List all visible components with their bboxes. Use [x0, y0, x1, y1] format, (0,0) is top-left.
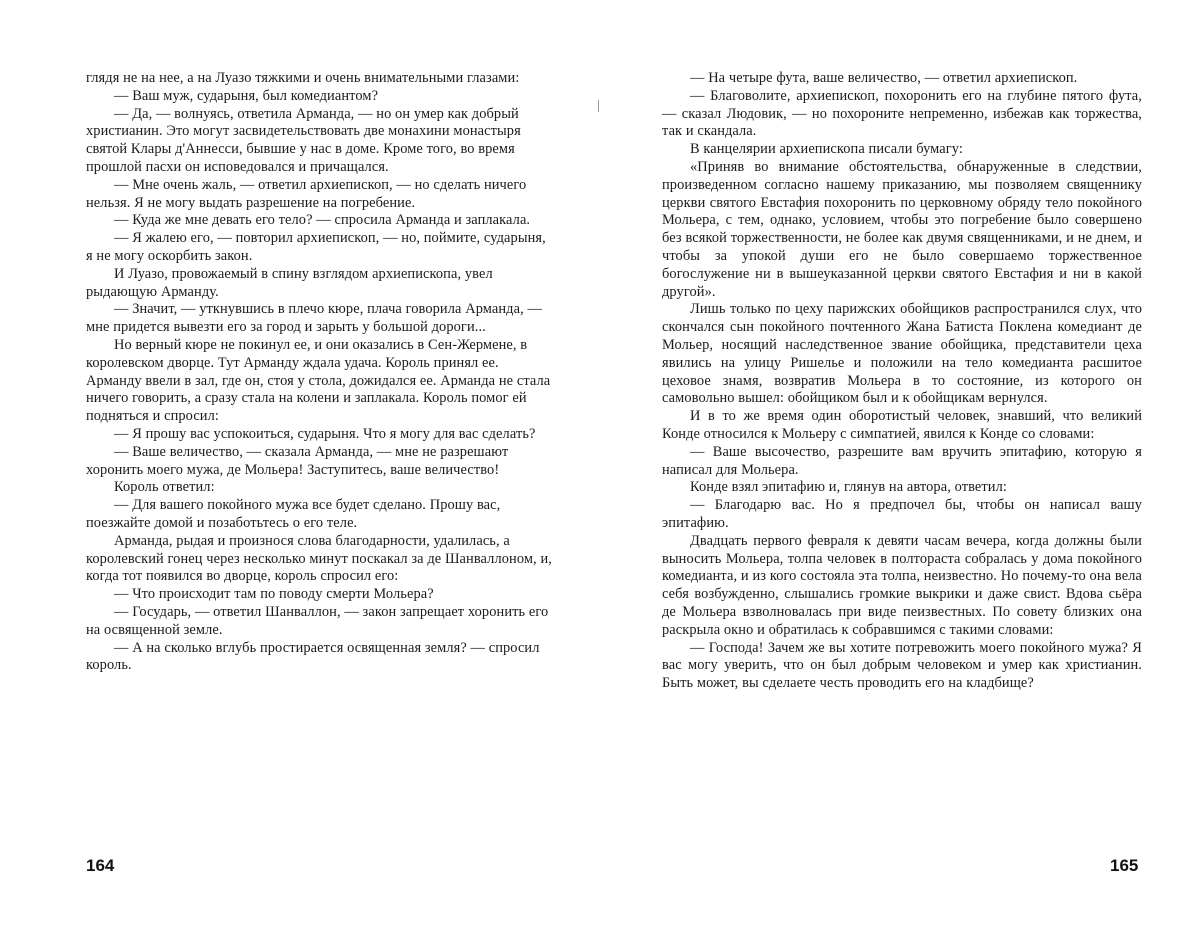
paragraph: глядя не на нее, а на Луазо тяжкими и очень внимательными глазами:	[86, 70, 554, 88]
paragraph: — Я прошу вас успокоиться, сударыня. Что я могу для вас сделать?	[86, 426, 554, 444]
paragraph: Двадцать первого февраля к девяти часам вечера, когда должны были выносить Мольера, толпа человек в полтораста собралась у дома покойного комедианта, и из кого состояла эта толпа, неизвестно. Но почему-то она вела себя возбужденно, слышались громкие выкрики и даже свист. Вдова сьёра де Мольера взволновалась при виде пеизвестных. По совету близких она раскрыла окно и обратилась к собравшимся с такими словами:	[662, 533, 1142, 640]
paragraph: — Ваше высочество, разрешите вам вручить эпитафию, которую я написал для Мольера.	[662, 444, 1142, 480]
paragraph: Лишь только по цеху парижских обойщиков распространился слух, что скончался сын покойного почтенного Жана Батиста Поклена комедиант де Мольер, носящий наследственное звание обойщика, представители цеха явились на улицу Ришелье и положили на тело комедианта расшитое цеховое знамя, возвратив Мольера в то состояние, из которого он самовольно вышел: обойщиком был и к обойщикам вернулся.	[662, 301, 1142, 408]
paragraph: «Приняв во внимание обстоятельства, обнаруженные в следствии, произведенном согласно нашему приказанию, мы позволяем священнику церкви святого Евстафия похоронить по церковному обряду тело покойного Мольера, с тем, однако, условием, чтобы это погребение было совершено без всякой торжественности, не более как двумя священниками, и не днем, и чтобы за упокой души его не было совершаемо торжественное богослужение ни в вышеуказанной церкви святого Евстафия и ни в какой другой».	[662, 159, 1142, 301]
right-page-text	[662, 70, 1142, 693]
paragraph: — Значит, — уткнувшись в плечо кюре, плача говорила Арманда, — мне придется вывезти его за город и зарыть у большой дороги...	[86, 301, 554, 337]
paragraph: — Что происходит там по поводу смерти Мольера?	[86, 586, 554, 604]
paragraph: — На четыре фута, ваше величество, — ответил архиепископ.	[662, 70, 1142, 88]
paragraph: — Благоволите, архиепископ, похоронить его на глубине пятого фута, — сказал Людовик, — но похороните непременно, избежав как торжества, так и скандала.	[662, 88, 1142, 141]
paragraph: И в то же время один оборотистый человек, знавший, что великий Конде относился к Мольеру с симпатией, явился к Конде со словами:	[662, 408, 1142, 444]
paragraph: — Я жалею его, — повторил архиепископ, — но, поймите, сударыня, я не могу оскорбить закон.	[86, 230, 554, 266]
book-spread	[0, 0, 1200, 941]
paragraph: Конде взял эпитафию и, глянув на автора, ответил:	[662, 479, 1142, 497]
page-number-right: 165	[1110, 856, 1138, 876]
right-page	[662, 70, 1142, 693]
paragraph: В канцелярии архиепископа писали бумагу:	[662, 141, 1142, 159]
paragraph: — А на сколько вглубь простирается освященная земля? — спросил король.	[86, 640, 554, 676]
left-page-text	[86, 70, 554, 675]
paragraph: Арманда, рыдая и произнося слова благодарности, удалилась, а королевский гонец через несколько минут поскакал за де Шанваллоном, и, когда тот появился во дворце, король спросил его:	[86, 533, 554, 586]
paragraph: — Господа! Зачем же вы хотите потревожить моего покойного мужа? Я вас могу уверить, что он был добрым человеком и умер как христианин. Быть может, вы сделаете честь проводить его на кладбище?	[662, 640, 1142, 693]
paragraph: — Для вашего покойного мужа все будет сделано. Прошу вас, поезжайте домой и позаботьтесь о его теле.	[86, 497, 554, 533]
paragraph: — Да, — волнуясь, ответила Арманда, — но он умер как добрый христианин. Это могут засвидетельствовать две монахини монастыря святой Клары д'Аннесси, бывшие у нас в доме. Кроме того, во время прошлой пасхи он исповедовался и причащался.	[86, 106, 554, 177]
paragraph: — Куда же мне девать его тело? — спросила Арманда и заплакала.	[86, 212, 554, 230]
paragraph: И Луазо, провожаемый в спину взглядом архиепископа, увел рыдающую Арманду.	[86, 266, 554, 302]
paragraph: Но верный кюре не покинул ее, и они оказались в Сен-Жермене, в королевском дворце. Тут Арманду ждала удача. Король принял ее. Арманду ввели в зал, где он, стоя у стола, дожидался ее. Арманда не стала ничего говорить, а сразу стала на колени и заплакала. Король помог ей подняться и спросил:	[86, 337, 554, 426]
left-page	[86, 70, 554, 675]
page-number-left: 164	[86, 856, 114, 876]
gutter-mark	[598, 100, 599, 112]
paragraph: — Благодарю вас. Но я предпочел бы, чтобы он написал вашу эпитафию.	[662, 497, 1142, 533]
paragraph: — Мне очень жаль, — ответил архиепископ, — но сделать ничего нельзя. Я не могу выдать разрешение на погребение.	[86, 177, 554, 213]
paragraph: — Государь, — ответил Шанваллон, — закон запрещает хоронить его на освященной земле.	[86, 604, 554, 640]
paragraph: — Ваш муж, сударыня, был комедиантом?	[86, 88, 554, 106]
paragraph: Король ответил:	[86, 479, 554, 497]
paragraph: — Ваше величество, — сказала Арманда, — мне не разрешают хоронить моего мужа, де Мольера! Заступитесь, ваше величество!	[86, 444, 554, 480]
